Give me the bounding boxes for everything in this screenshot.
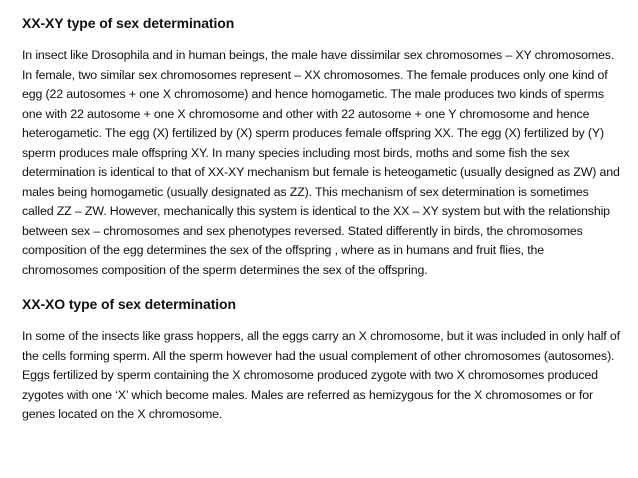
section-heading-xx-xy: XX-XY type of sex determination (22, 15, 235, 31)
section-heading-xx-xo: XX-XO type of sex determination (22, 296, 236, 312)
section-body-xx-xy: In insect like Drosophila and in human beings, the male have dissimilar sex chromosomes – XY chromosomes. In female, two similar sex chromosomes represent – XX chromosomes. The female produces only one kind of egg (22 autosomes + one X chromosome) and hence homogametic. The male produces two kinds of sperms one with 22 autosome + one X chromosome and other with 22 autosome + one Y chromosome and hence heterogametic. The egg (X) fertilized by (X) sperm produces female offspring XX. The egg (X) fertilized by (Y) sperm produces male offspring XY. In many species including most birds, moths and some fish the sex determination is identical to that of XX-XY mechanism but female is heteogametic (usually designed as ZW) and males being homogametic (usually designated as ZZ). This mechanism of sex determination is sometimes called ZZ – ZW. However, mechanically this system is identical to the XX – XY system but with the relationship between sex – chromosomes and sex phenotypes reversed. Stated differently in birds, the chromosomes composition of the egg determines the sex of the offspring , where as in humans and fruit flies, the chromosomes composition of the sperm determines the sex of the offspring. (22, 48, 620, 277)
section-xx-xy (22, 14, 620, 280)
document-page (22, 14, 620, 425)
section-body-xx-xo: In some of the insects like grass hoppers, all the eggs carry an X chromosome, but it was included in only half of the cells forming sperm. All the sperm however had the usual complement of other chromosomes (autosomes). Eggs fertilized by sperm containing the X chromosome produced zygote with two X chromosomes produced zygotes with one ‘X’ which become males. Males are referred as hemizygous for the X chromosomes or for genes located on the X chromosome. (22, 329, 620, 421)
section-xx-xo (22, 295, 620, 425)
